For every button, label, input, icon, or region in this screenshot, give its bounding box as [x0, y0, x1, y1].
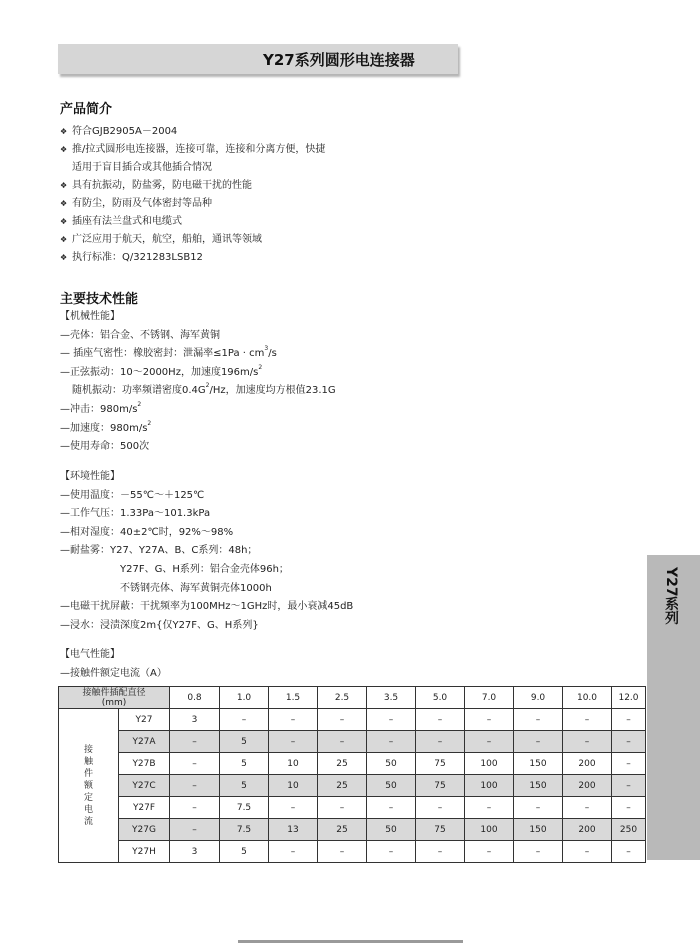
diameter-cell: 0.8 [170, 687, 220, 709]
page-title: Y27系列圆形电连接器 [263, 51, 415, 69]
bullet-icon: ❖ [60, 199, 68, 208]
elec-title: 【电气性能】 [60, 649, 120, 660]
spec-line: —电磁干扰屏蔽：干扰频率为100MHz～1GHz时，最小衰减45dB [60, 601, 354, 613]
model-cell: Y27G [119, 819, 170, 841]
bullet-icon: ❖ [60, 181, 68, 190]
spec-line: Y27F、G、H系列：铝合金壳体96h； [120, 563, 289, 575]
spec-line: —使用温度：－55℃～＋125℃ [60, 489, 205, 501]
env-title: 【环境性能】 [60, 471, 120, 482]
list-item: ❖ 推/拉式圆形电连接器，连接可靠，连接和分离方便，快捷 [60, 141, 325, 159]
table-row: Y27A – 5 – – – – – – – – [59, 731, 646, 753]
table-row: Y27G – 7.5 13 25 50 75 100 150 200 250 [59, 819, 646, 841]
list-item: ❖ 有防尘，防雨及气体密封等品种 [60, 195, 325, 213]
title-bar [58, 44, 458, 74]
model-cell: Y27A [119, 731, 170, 753]
spec-line: —相对湿度：40±2℃时，92%～98% [60, 526, 234, 538]
spec-line: —加速度：$980m/s^2$ [60, 419, 152, 434]
row-group-label: 接 触 件 额 定 电 流 [59, 709, 119, 863]
spec-line: 不锈钢壳体、海军黄铜壳体1000h [120, 582, 272, 594]
table-row: Y27H 3 5 – – – – – – – – [59, 841, 646, 863]
spec-line: —耐盐雾：Y27、Y27A、B、C系列：48h； [60, 545, 258, 557]
model-cell: Y27B [119, 753, 170, 775]
list-item: 适用于盲目插合或其他插合情况 [72, 162, 212, 173]
list-item: ❖ 执行标准：Q/321283LSB12 [60, 249, 325, 267]
spec-line: — 插座气密性：橡胶密封：泄漏率$\le 1Pa \cdot cm^3/s$ [60, 345, 277, 360]
table-row: Y27C – 5 10 25 50 75 100 150 200 – [59, 775, 646, 797]
spec-line: —冲击：$980m/s^2$ [60, 400, 142, 415]
diameter-cell: 1.5 [269, 687, 318, 709]
diameter-cell: 9.0 [514, 687, 563, 709]
bullet-icon: ❖ [60, 235, 68, 244]
intro-list [60, 123, 325, 267]
diameter-cell: 1.0 [220, 687, 269, 709]
diameter-cell: 5.0 [416, 687, 465, 709]
model-cell: Y27 [119, 709, 170, 731]
mech-section [60, 308, 336, 457]
diameter-header: 接触件插配直径 (mm) [59, 687, 170, 709]
table-row: Y27B – 5 10 25 50 75 100 150 200 – [59, 753, 646, 775]
side-tab [647, 555, 700, 860]
bullet-icon: ❖ [60, 127, 68, 136]
spec-line: —浸水：浸渍深度2m{仅Y27F、G、H系列} [60, 619, 259, 631]
intro-heading: 产品简介 [60, 102, 113, 117]
list-item: ❖ 广泛应用于航天，航空，船舶，通讯等领域 [60, 231, 325, 249]
list-item: ❖ 具有抗振动，防盐雾，防电磁干扰的性能 [60, 177, 325, 195]
side-tab-label: Y27系列 [663, 567, 679, 625]
spec-line: —使用寿命：500次 [60, 441, 150, 453]
table-row: 接 触 件 额 定 电 流 Y27 3 – – – – – – – – – [59, 709, 646, 731]
spec-line: —接触件额定电流（A） [60, 667, 167, 679]
table-row: Y27F – 7.5 – – – – – – – – [59, 797, 646, 819]
diameter-cell: 12.0 [612, 687, 646, 709]
spec-line: —工作气压：1.33Pa～101.3kPa [60, 508, 211, 520]
bullet-icon: ❖ [60, 253, 68, 262]
list-item: ❖ 插座有法兰盘式和电缆式 [60, 213, 325, 231]
table-header-row [59, 687, 646, 709]
env-section [60, 468, 353, 635]
model-cell: Y27C [119, 775, 170, 797]
tech-heading: 主要技术性能 [60, 292, 139, 307]
bullet-icon: ❖ [60, 217, 68, 226]
spec-line: 随机振动：功率频谱密度$0.4G^2/Hz$，加速度均方根值23.1G [72, 382, 336, 397]
diameter-cell: 2.5 [318, 687, 367, 709]
bullet-icon: ❖ [60, 145, 68, 154]
spec-line: —壳体：铝合金、不锈钢、海军黄铜 [60, 329, 220, 341]
diameter-cell: 10.0 [563, 687, 612, 709]
elec-section [60, 646, 167, 683]
model-cell: Y27F [119, 797, 170, 819]
model-cell: Y27H [119, 841, 170, 863]
diameter-cell: 7.0 [465, 687, 514, 709]
list-item: ❖ 符合GJB2905A－2004 [60, 123, 325, 141]
current-table [58, 686, 646, 863]
spec-line: —正弦振动：10～2000Hz，加速度$196m/s^2$ [60, 363, 263, 378]
mech-title: 【机械性能】 [60, 311, 120, 322]
diameter-cell: 3.5 [367, 687, 416, 709]
